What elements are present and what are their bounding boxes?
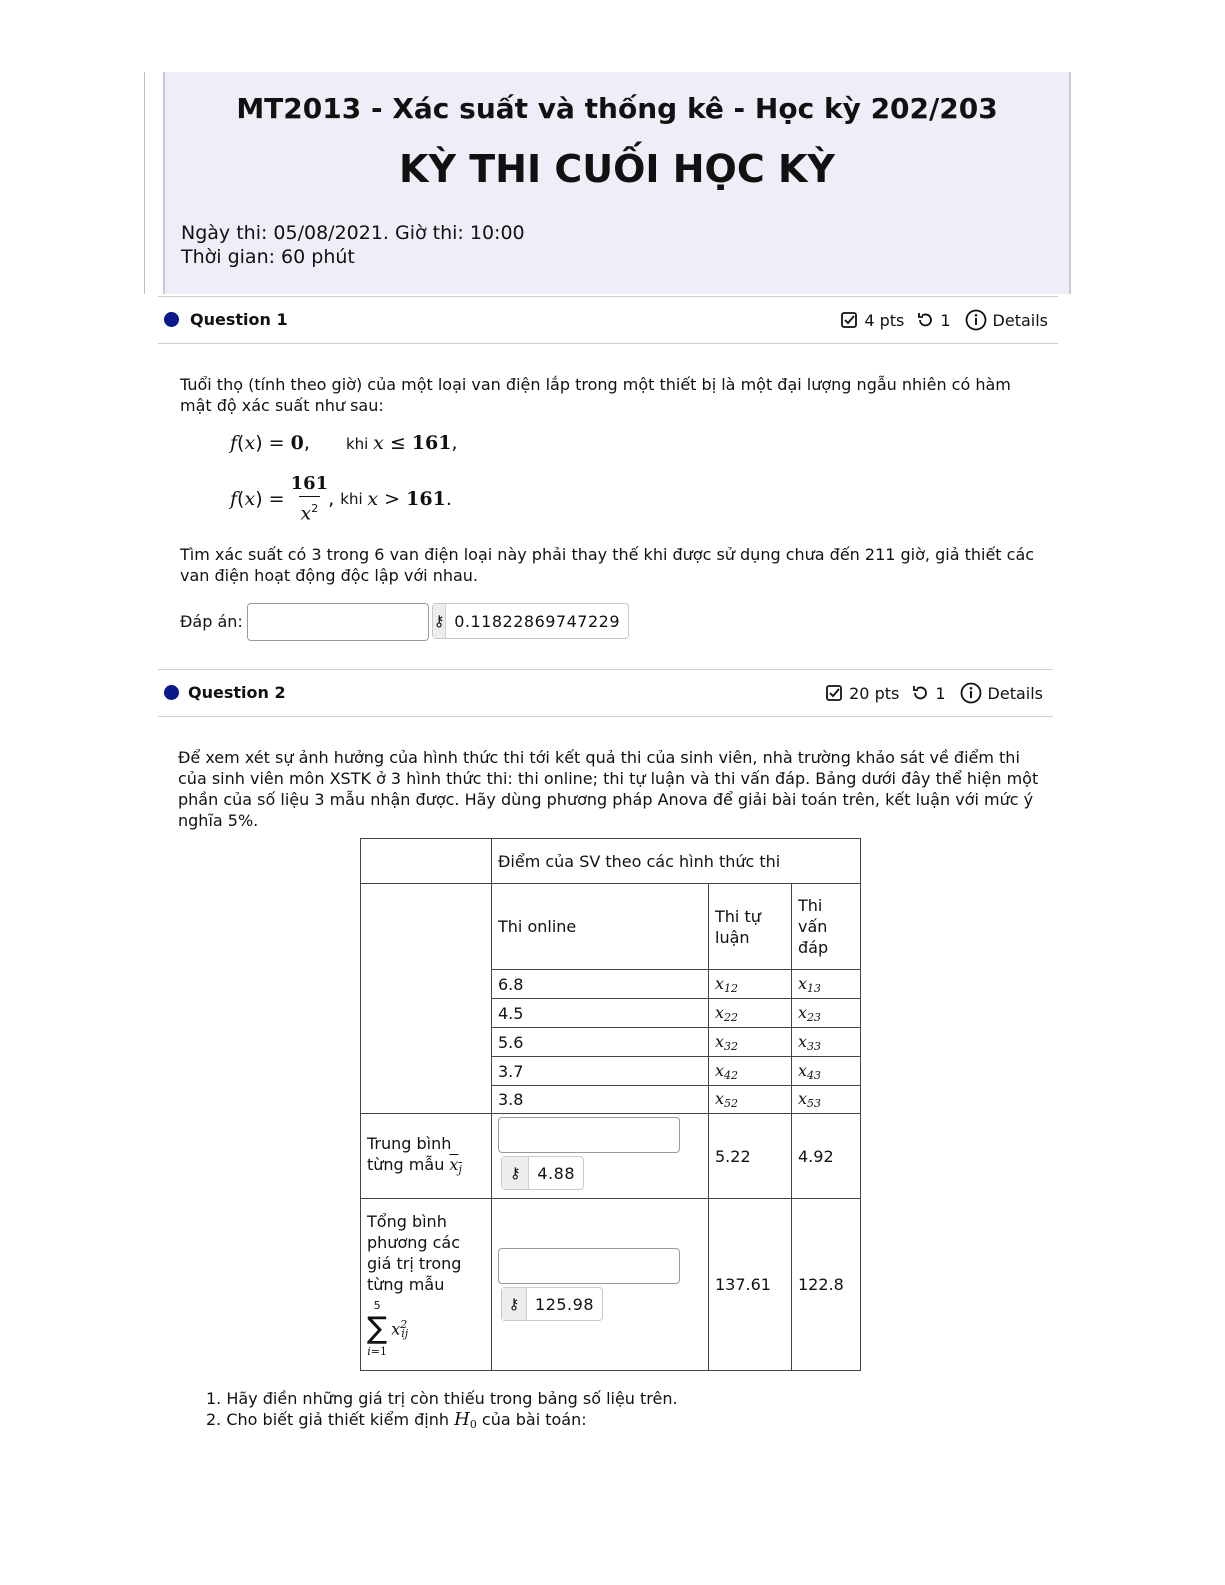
placeholder-x13: $x_{13}$ <box>792 970 861 999</box>
sumsq-row <box>361 1199 861 1371</box>
question-status-dot <box>164 312 179 327</box>
question-1-label: Question 1 <box>190 310 288 329</box>
formula-line-1: f(x) = 0, khi x ≤ 161, <box>230 432 458 454</box>
mean-row <box>361 1114 861 1199</box>
table-corner <box>361 839 492 884</box>
mean-input[interactable] <box>498 1117 680 1153</box>
answer-key <box>432 603 629 639</box>
online-value: 3.7 <box>492 1057 709 1086</box>
attempts-count: 1 <box>935 683 946 703</box>
group-header: Điểm của SV theo các hình thức thi <box>492 839 861 884</box>
online-value: 5.6 <box>492 1028 709 1057</box>
question-1-meta <box>840 309 1048 331</box>
key-icon[interactable]: ⚷ <box>502 1288 527 1320</box>
info-icon[interactable] <box>965 309 987 331</box>
answer-input[interactable] <box>247 603 429 641</box>
placeholder-x42: $x_{42}$ <box>709 1057 792 1086</box>
exam-date: Ngày thi: 05/08/2021. Giờ thi: 10:00 <box>181 222 525 244</box>
question-2-label: Question 2 <box>188 683 286 702</box>
placeholder-x23: $x_{23}$ <box>792 999 861 1028</box>
details-link[interactable]: Details <box>992 310 1048 330</box>
retry-icon[interactable] <box>916 311 934 329</box>
mean-answer-cell <box>492 1114 709 1199</box>
online-value: 3.8 <box>492 1086 709 1114</box>
question-1-intro: Tuổi thọ (tính theo giờ) của một loại van điện lắp trong một thiết bị là một đại lượng ngẫu nhiên có hàm mật độ xác suất như sau: <box>180 375 1011 415</box>
info-icon[interactable] <box>960 682 982 704</box>
formula-line-2: f ( x ) = 161 $x^2$ , khi x > 161 . <box>230 473 452 525</box>
sumsq-input[interactable] <box>498 1248 680 1284</box>
online-value: 6.8 <box>492 970 709 999</box>
exam-header <box>163 72 1071 294</box>
sumsq-answer-cell <box>492 1199 709 1371</box>
placeholder-x52: $x_{52}$ <box>709 1086 792 1114</box>
sum-formula: 5 ∑ i=1 $x^2_{ij}$ <box>367 1299 409 1358</box>
mean-col2: 5.22 <box>709 1114 792 1199</box>
col-header-tu-luan: Thi tự luận <box>709 884 792 970</box>
sumsq-label: Tổng bình phương các giá trị trong từng mẫu 5 ∑ i=1 $x^2_{ij}$ <box>361 1199 492 1371</box>
checkbox-icon <box>840 311 858 329</box>
placeholder-x32: $x_{32}$ <box>709 1028 792 1057</box>
placeholder-x53: $x_{53}$ <box>792 1086 861 1114</box>
list-item: 2. Cho biết giả thiết kiểm định $H_0$ của bài toán: <box>206 1409 587 1431</box>
key-icon[interactable]: ⚷ <box>502 1157 529 1189</box>
details-link[interactable]: Details <box>987 683 1043 703</box>
data-table <box>360 838 861 1371</box>
course-title: MT2013 - Xác suất và thống kê - Học kỳ 202/203 <box>236 92 998 125</box>
sumsq-col3: 122.8 <box>792 1199 861 1371</box>
retry-icon[interactable] <box>911 684 929 702</box>
question-1-task: Tìm xác suất có 3 trong 6 van điện loại này phải thay thế khi được sử dụng chưa đến 211 giờ, giả thiết các van điện hoạt động độc lập với nhau. <box>180 545 1035 585</box>
online-value: 4.5 <box>492 999 709 1028</box>
points-text: 20 pts <box>849 683 900 703</box>
checkbox-icon <box>825 684 843 702</box>
attempts-count: 1 <box>940 310 951 330</box>
mean-label: Trung bình từng mẫu $x_j$ <box>361 1114 492 1199</box>
question-1-header <box>158 296 1058 344</box>
placeholder-x43: $x_{43}$ <box>792 1057 861 1086</box>
sumsq-key-value: 125.98 <box>535 1294 594 1314</box>
mean-col3: 4.92 <box>792 1114 861 1199</box>
exam-title: KỲ THI CUỐI HỌC KỲ <box>399 147 835 191</box>
mean-key-value: 4.88 <box>537 1163 575 1183</box>
mean-key <box>501 1156 584 1190</box>
sumsq-col2: 137.61 <box>709 1199 792 1371</box>
list-item: 1. Hãy điền những giá trị còn thiếu trong bảng số liệu trên. <box>206 1389 678 1408</box>
sumsq-key <box>501 1287 603 1321</box>
question-2-meta <box>825 682 1043 704</box>
answer-label: Đáp án: <box>180 612 243 631</box>
placeholder-x22: $x_{22}$ <box>709 999 792 1028</box>
question-status-dot <box>164 685 179 700</box>
exam-duration: Thời gian: 60 phút <box>181 246 355 268</box>
left-border <box>144 72 145 294</box>
question-2-intro: Để xem xét sự ảnh hưởng của hình thức thi tới kết quả thi của sinh viên, nhà trường khảo sát về điểm thi của sinh viên môn XSTK ở 3 hình thức thi: thi online; thi tự luận và thi vấn đáp. Bảng dưới đây thể hiện một phần của số liệu 3 mẫu nhận được. Hãy dùng phương pháp Anova để giải bài toán trên, kết luận với mức ý nghĩa 5%. <box>178 748 1039 830</box>
instruction-list <box>206 1388 678 1435</box>
placeholder-x12: $x_{12}$ <box>709 970 792 999</box>
col-header-online: Thi online <box>492 884 709 970</box>
placeholder-x33: $x_{33}$ <box>792 1028 861 1057</box>
points-text: 4 pts <box>864 310 905 330</box>
col-header-van-dap: Thi vấn đáp <box>792 884 861 970</box>
table-empty-cell <box>361 884 492 1114</box>
key-icon[interactable]: ⚷ <box>433 604 446 638</box>
question-2-header <box>158 669 1053 717</box>
answer-key-value: 0.11822869747229 <box>454 611 620 631</box>
